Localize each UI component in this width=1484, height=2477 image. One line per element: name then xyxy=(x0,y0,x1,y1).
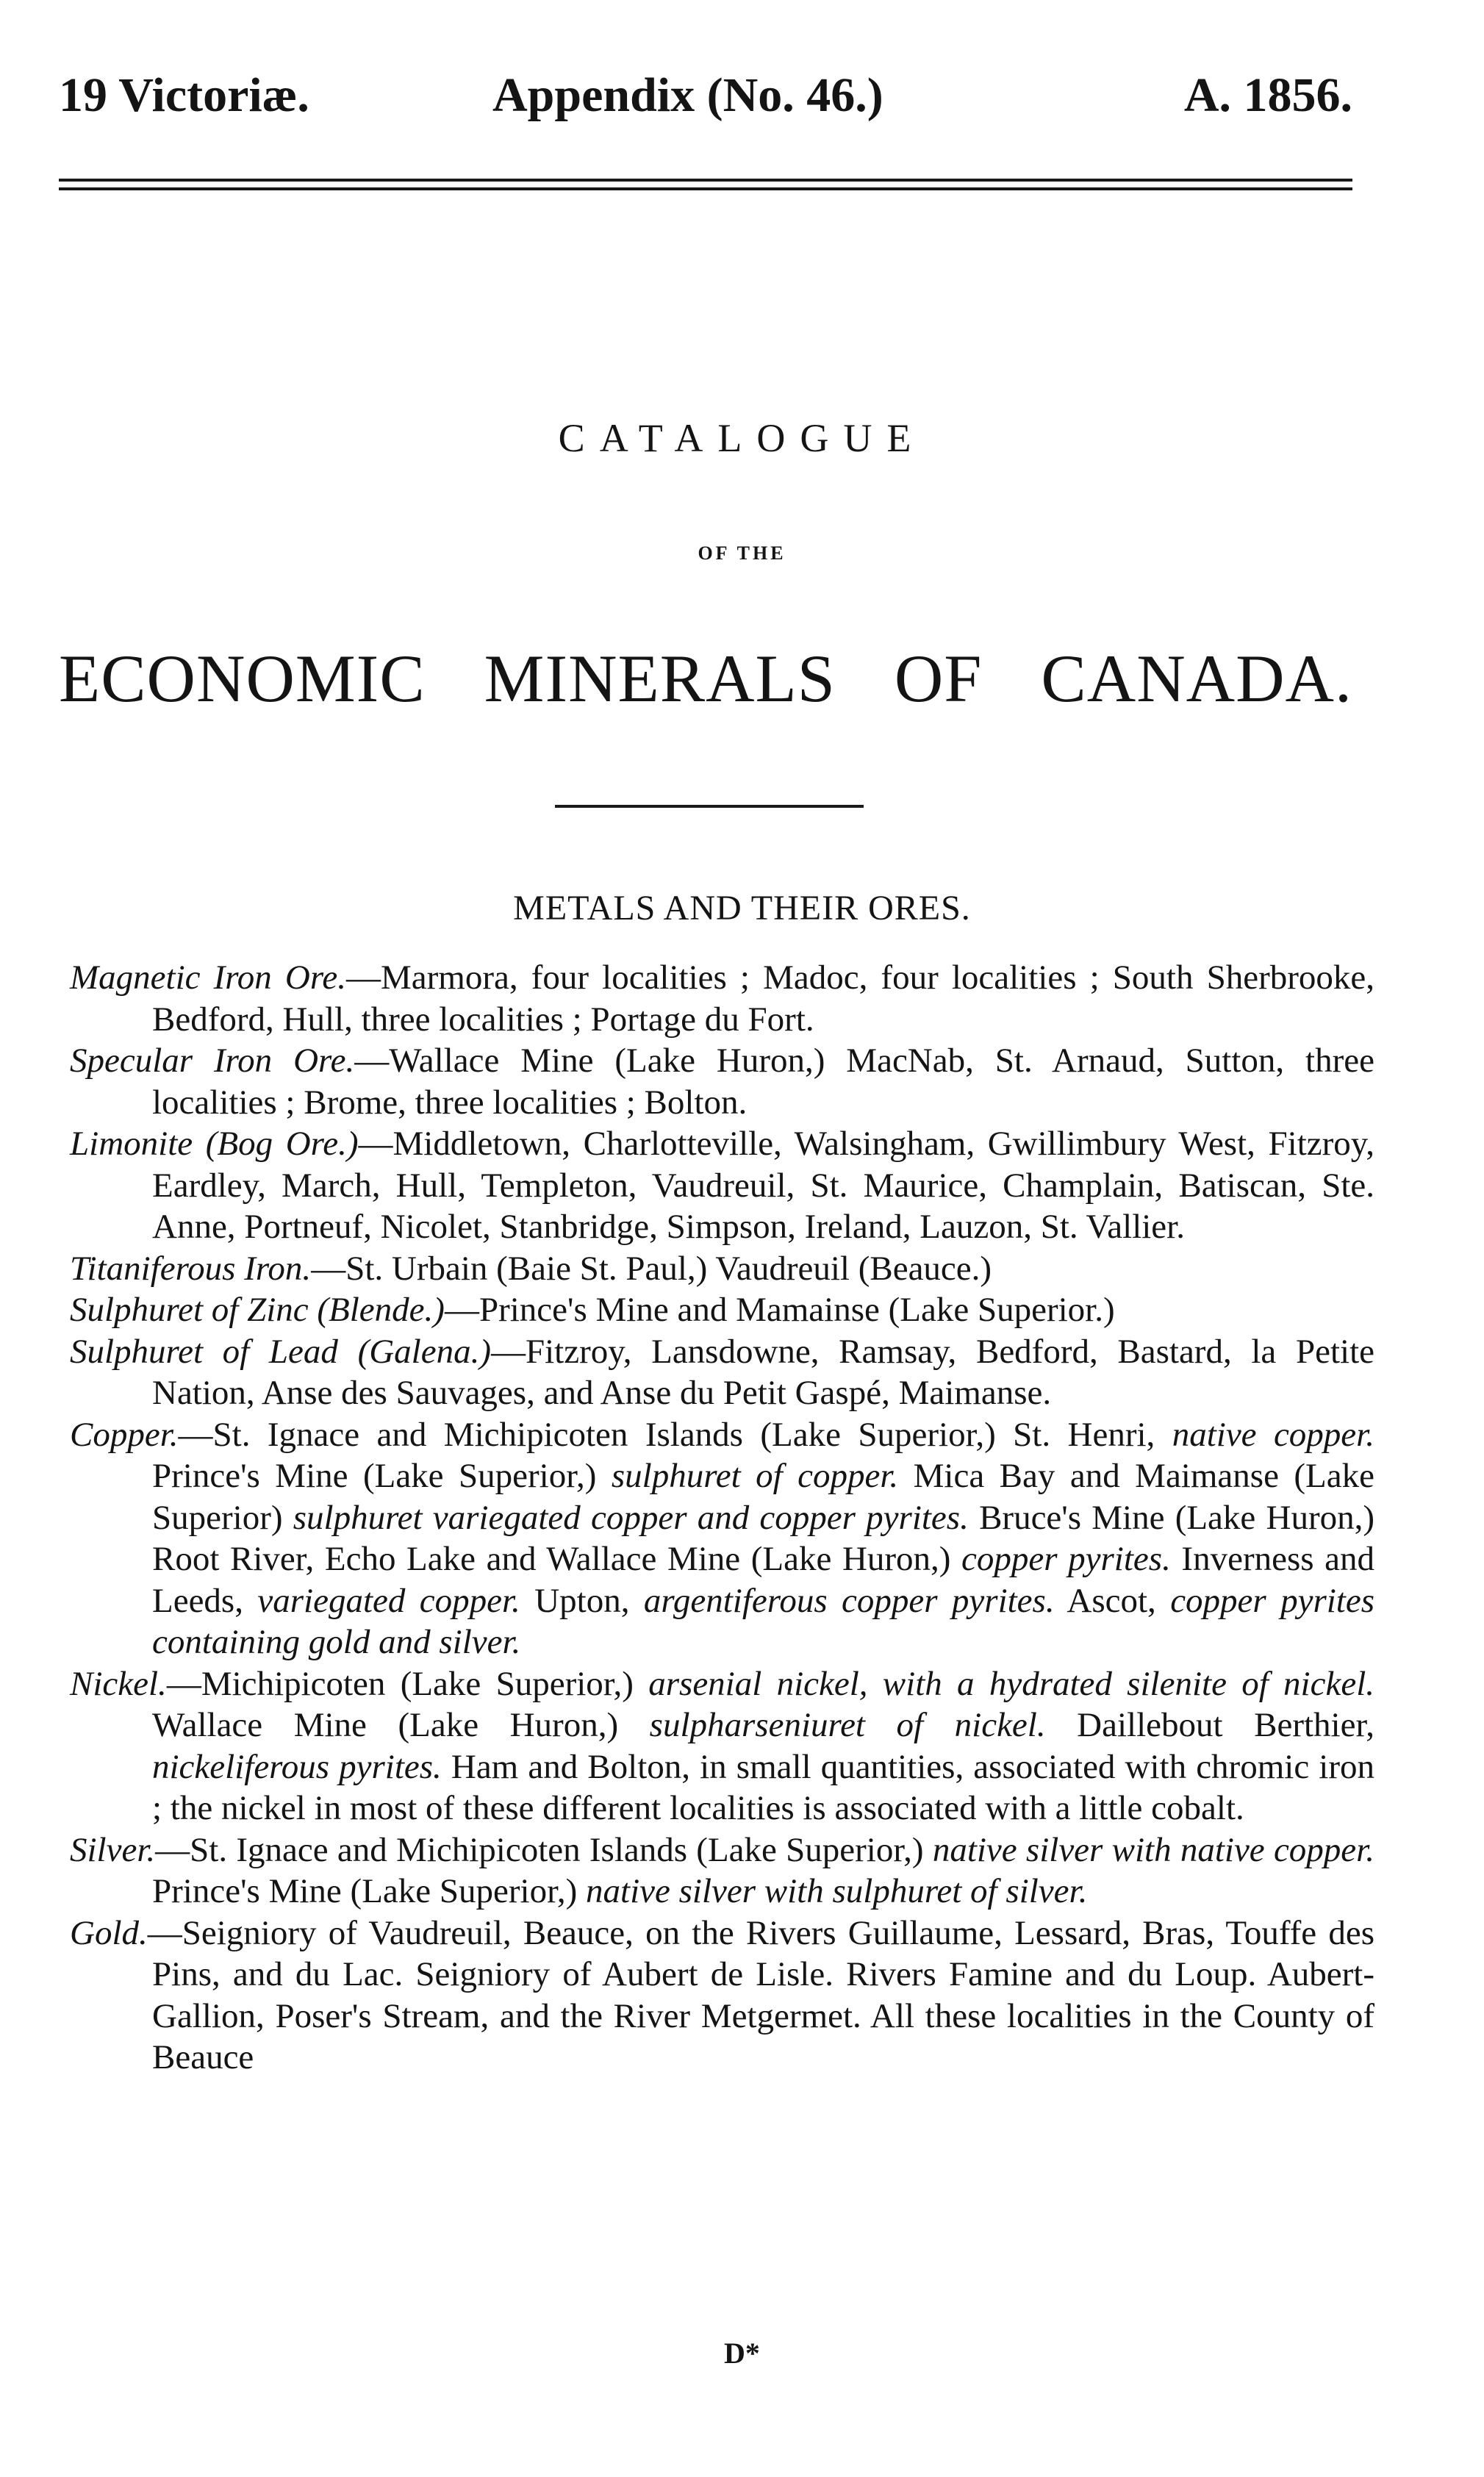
mineral-entry xyxy=(70,1248,1374,1290)
locality-text: Wallace Mine (Lake Huron,) xyxy=(152,1706,650,1744)
locality-text: —Middletown, Charlotteville, Walsingham, Gwillimbury West, Fitzroy, Eardley, March, Hull, Templeton, Vaudreuil, St. Maurice, Champlain, Batiscan, Ste. Anne, Portneuf, Nicolet, Stanbridge, Simpson, Ireland, Lauzon, St. Vallier. xyxy=(152,1125,1374,1246)
mineral-entry xyxy=(70,1331,1374,1414)
locality-text: Inverness and Leeds, xyxy=(152,1540,1374,1620)
ore-type: native copper. xyxy=(1172,1415,1375,1454)
locality-text: —Fitzroy, Lansdowne, Ramsay, Bedford, Bastard, la Petite Nation, Anse des Sauvages, and Anse du Petit Gaspé, Maimanse. xyxy=(152,1332,1374,1412)
locality-text: Ham and Bolton, in small quantities, associated with chromic iron ; the nickel in most of these different localities is associated with a little cobalt. xyxy=(152,1747,1374,1827)
locality-text: Bruce's Mine (Lake Huron,) Root River, Echo Lake and Wallace Mine (Lake Huron,) xyxy=(152,1498,1374,1578)
catalogue-heading: CATALOGUE xyxy=(558,416,926,460)
locality-text: Prince's Mine (Lake Superior,) xyxy=(152,1457,612,1495)
header-year: A. 1856. xyxy=(1183,68,1352,122)
mineral-entry xyxy=(70,1414,1374,1663)
locality-text: —Michipicoten (Lake Superior,) xyxy=(166,1664,649,1703)
section-heading: METALS AND THEIR ORES. xyxy=(513,889,971,928)
of-the-line: OF THE xyxy=(698,542,786,564)
ore-type: sulphuret of copper. xyxy=(611,1457,899,1495)
mineral-entry xyxy=(70,1913,1374,2079)
mineral-entry xyxy=(70,1289,1374,1331)
ore-type: native silver with native copper. xyxy=(932,1830,1374,1869)
header-appendix: Appendix (No. 46.) xyxy=(492,68,883,122)
ore-type: variegated copper. xyxy=(257,1581,520,1620)
header-rule-bottom xyxy=(59,187,1352,190)
mineral-name: Gold. xyxy=(70,1913,148,1952)
mineral-entries-list xyxy=(70,957,1374,2079)
mineral-entry xyxy=(70,1663,1374,1829)
mineral-entry xyxy=(70,1123,1374,1248)
mineral-name: Silver. xyxy=(70,1830,156,1869)
locality-text: —St. Ignace and Michipicoten Islands (Lake Superior,) xyxy=(155,1830,933,1869)
mineral-entry xyxy=(70,1040,1374,1123)
ore-type: sulphuret variegated copper and copper pyrites. xyxy=(293,1498,969,1537)
locality-text: —Seigniory of Vaudreuil, Beauce, on the Rivers Guillaume, Lessard, Bras, Touffe des Pins, and du Lac. Seigniory of Aubert de Lisle. Rivers Famine and du Loup. Aubert-Gallion, Poser's Stream, and the River Metgermet. All these localities in the County of Beauce xyxy=(147,1913,1374,2076)
ore-type: copper pyrites containing gold and silver. xyxy=(152,1581,1375,1661)
mineral-name: Limonite (Bog Ore.) xyxy=(70,1125,359,1163)
locality-text: —Marmora, four localities ; Madoc, four localities ; South Sherbrooke, Bedford, Hull, three localities ; Portage du Fort. xyxy=(152,958,1374,1039)
main-title: ECONOMIC MINERALS OF CANADA. xyxy=(59,641,1352,716)
ore-type: native silver with sulphuret of silver. xyxy=(586,1872,1088,1910)
locality-text: —Wallace Mine (Lake Huron,) MacNab, St. Arnaud, Sutton, three localities ; Brome, three localities ; Bolton. xyxy=(152,1042,1374,1122)
mineral-name: Nickel. xyxy=(70,1664,167,1703)
locality-text: —St. Urbain (Baie St. Paul,) Vaudreuil (Beauce.) xyxy=(311,1249,992,1288)
page-header xyxy=(59,68,1352,134)
ore-type: sulpharseniuret of nickel. xyxy=(649,1706,1046,1744)
ore-type: nickeliferous pyrites. xyxy=(152,1747,442,1786)
locality-text: —Prince's Mine and Mamainse (Lake Superior.) xyxy=(444,1291,1115,1329)
locality-text: Daillebout Berthier, xyxy=(1045,1706,1374,1744)
ore-type: copper pyrites. xyxy=(961,1540,1171,1578)
mineral-name: Copper. xyxy=(70,1415,179,1454)
mineral-name: Specular Iron Ore. xyxy=(70,1042,355,1080)
locality-text: Prince's Mine (Lake Superior,) xyxy=(152,1872,587,1910)
locality-text: Ascot, xyxy=(1054,1581,1171,1620)
ore-type: argentiferous copper pyrites. xyxy=(643,1581,1055,1620)
locality-text: Upton, xyxy=(520,1581,644,1620)
header-session: 19 Victoriæ. xyxy=(59,68,309,122)
locality-text: Mica Bay and Maimanse (Lake Superior) xyxy=(152,1457,1374,1537)
mineral-entry xyxy=(70,1829,1374,1913)
mineral-name: Titaniferous Iron. xyxy=(70,1249,312,1288)
mineral-name: Sulphuret of Zinc (Blende.) xyxy=(70,1291,445,1329)
mineral-name: Magnetic Iron Ore. xyxy=(70,958,346,997)
ore-type: arsenial nickel, with a hydrated silenite of nickel. xyxy=(648,1664,1374,1703)
header-rule-top xyxy=(59,179,1352,182)
mineral-name: Sulphuret of Lead (Galena.) xyxy=(70,1332,491,1371)
mineral-entry xyxy=(70,957,1374,1040)
locality-text: —St. Ignace and Michipicoten Islands (Lake Superior,) St. Henri, xyxy=(178,1415,1172,1454)
signature-mark: D* xyxy=(724,2337,760,2370)
title-divider xyxy=(555,805,864,808)
